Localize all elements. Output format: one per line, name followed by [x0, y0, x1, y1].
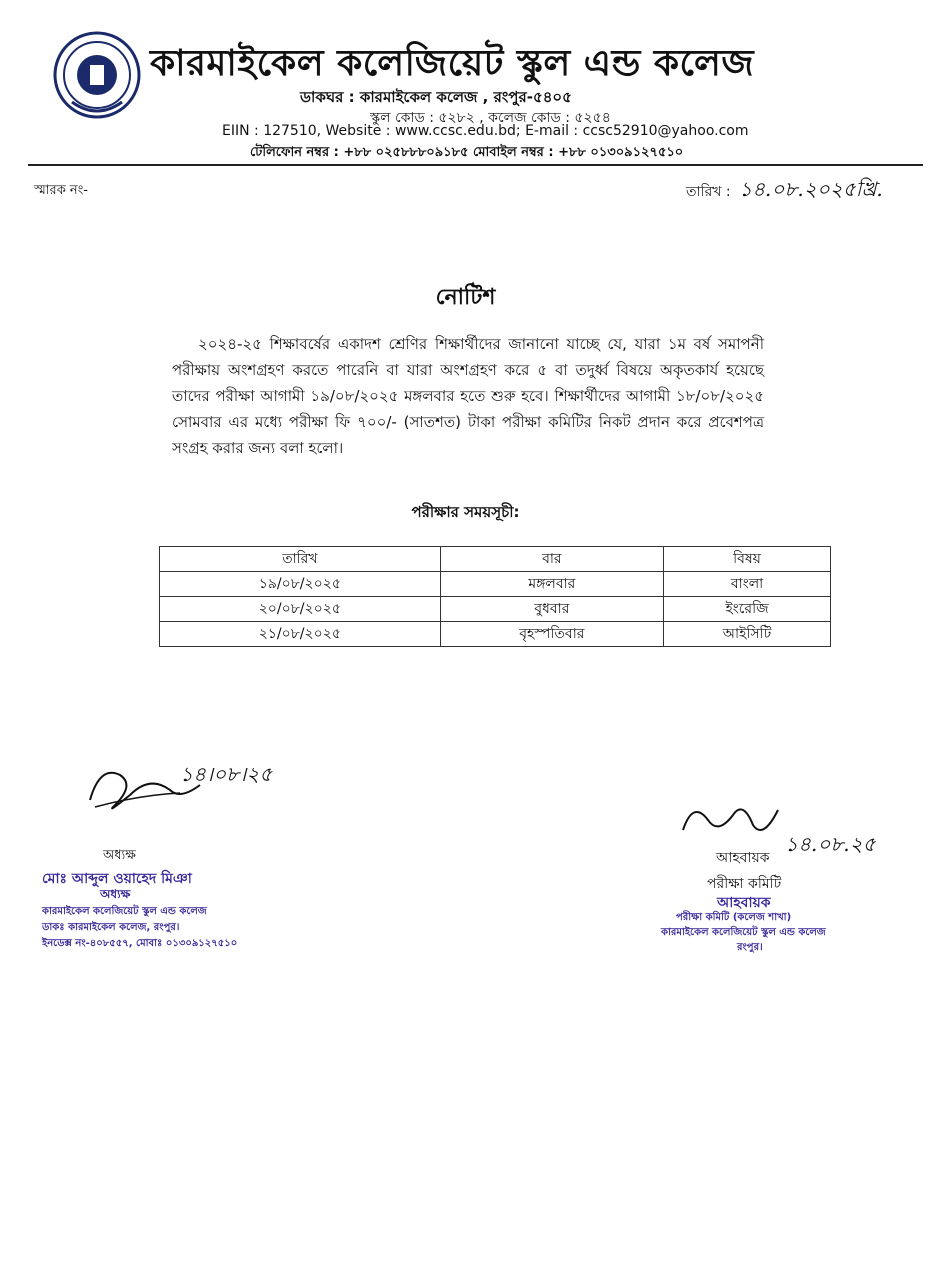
cell-day: বৃহস্পতিবার	[440, 622, 663, 647]
date-line	[686, 175, 883, 208]
cell-date: ১৯/০৮/২০২৫	[160, 572, 441, 597]
convener-stamp-title: আহবায়ক	[717, 895, 771, 911]
schedule-title: পরীক্ষার সময়সূচী:	[411, 503, 520, 521]
principal-stamp-title: অধ্যক্ষ	[100, 887, 131, 901]
table-row	[160, 597, 831, 622]
cell-date: ২০/০৮/২০২৫	[160, 597, 441, 622]
notice-body: ২০২৪-২৫ শিক্ষাবর্ষের একাদশ শ্রেণির শিক্ষার্থীদের জানানো যাচ্ছে যে, যারা ১ম বর্ষ সমাপনী পরীক্ষায় অংশগ্রহণ করতে পারেনি বা যারা অংশগ্রহণ করে ৫ বা তদুর্ধ্ব বিষয়ে অকৃতকার্য হয়েছে তাদের পরীক্ষা আগামী ১৯/০৮/২০২৫ মঙ্গলবার হতে শুরু হবে। শিক্ষার্থীদের আগামী ১৮/০৮/২০২৫ সোমবার এর মধ্যে পরীক্ষা ফি ৭০০/- (সাতশত) টাকা পরীক্ষা কমিটির নিকট প্রদান করে প্রবেশপত্র সংগ্রহ করার জন্য বলা হলো।	[172, 335, 764, 457]
convener-stamp-institution: কারমাইকেল কলেজিয়েট স্কুল এন্ড কলেজ	[661, 927, 826, 938]
header-day: বার	[440, 547, 663, 572]
convener-signature	[678, 790, 788, 850]
schedule-table	[159, 546, 831, 647]
convener-role: আহবায়ক	[716, 850, 770, 866]
phone-line: টেলিফোন নম্বর : +৮৮ ০২৫৮৮৮০৯১৮৫ মোবাইল নম্বর : +৮৮ ০১৩০৯১২৭৫১০	[250, 145, 684, 160]
institution-codes: স্কুল কোড : ৫২৮২ , কলেজ কোড : ৫২৫৪	[370, 110, 611, 126]
cell-subject: আইসিটি	[664, 622, 831, 647]
postal-address: ডাকঘর : কারমাইকেল কলেজ , রংপুর-৫৪০৫	[300, 88, 572, 106]
memo-number-label: স্মারক নং-	[34, 183, 88, 198]
cell-day: মঙ্গলবার	[440, 572, 663, 597]
principal-signature-date: ১৪।০৮।২৫	[180, 762, 273, 786]
principal-stamp-institution: কারমাইকেল কলেজিয়েট স্কুল এন্ড কলেজ	[42, 906, 207, 917]
cell-subject: বাংলা	[664, 572, 831, 597]
notice-heading: নোটিশ	[435, 285, 496, 310]
convener-stamp-committee: পরীক্ষা কমিটি (কলেজ শাখা)	[676, 912, 792, 923]
institution-name: কারমাইকেল কলেজিয়েট স্কুল এন্ড কলেজ	[150, 43, 755, 84]
cell-day: বুধবার	[440, 597, 663, 622]
date-label: তারিখ :	[686, 184, 731, 200]
principal-stamp-name: মোঃ আব্দুল ওয়াহেদ মিঞা	[42, 871, 192, 887]
principal-role: অধ্যক্ষ	[103, 848, 136, 863]
date-value: ১৪.০৮.২০২৫খ্রি.	[739, 177, 883, 201]
table-row	[160, 622, 831, 647]
cell-subject: ইংরেজি	[664, 597, 831, 622]
principal-stamp-address: ডাকঃ কারমাইকেল কলেজ, রংপুর।	[42, 922, 180, 933]
table-row	[160, 572, 831, 597]
header-date: তারিখ	[160, 547, 441, 572]
contact-line: EIIN : 127510, Website : www.ccsc.edu.bd; E-mail : ccsc52910@yahoo.com	[222, 123, 749, 139]
cell-date: ২১/০৮/২০২৫	[160, 622, 441, 647]
convener-signature-date: ১৪.০৮.২৫	[785, 832, 876, 856]
exam-committee-label: পরীক্ষা কমিটি	[707, 876, 782, 892]
header-subject: বিষয়	[664, 547, 831, 572]
header-divider	[28, 164, 923, 166]
table-header-row	[160, 547, 831, 572]
college-logo	[52, 30, 142, 120]
convener-stamp-city: রংপুর।	[737, 942, 763, 953]
principal-stamp-contact: ইনডেক্স নং-৪০৮৫৫৭, মোবাঃ ০১৩০৯১২৭৫১০	[42, 938, 238, 949]
